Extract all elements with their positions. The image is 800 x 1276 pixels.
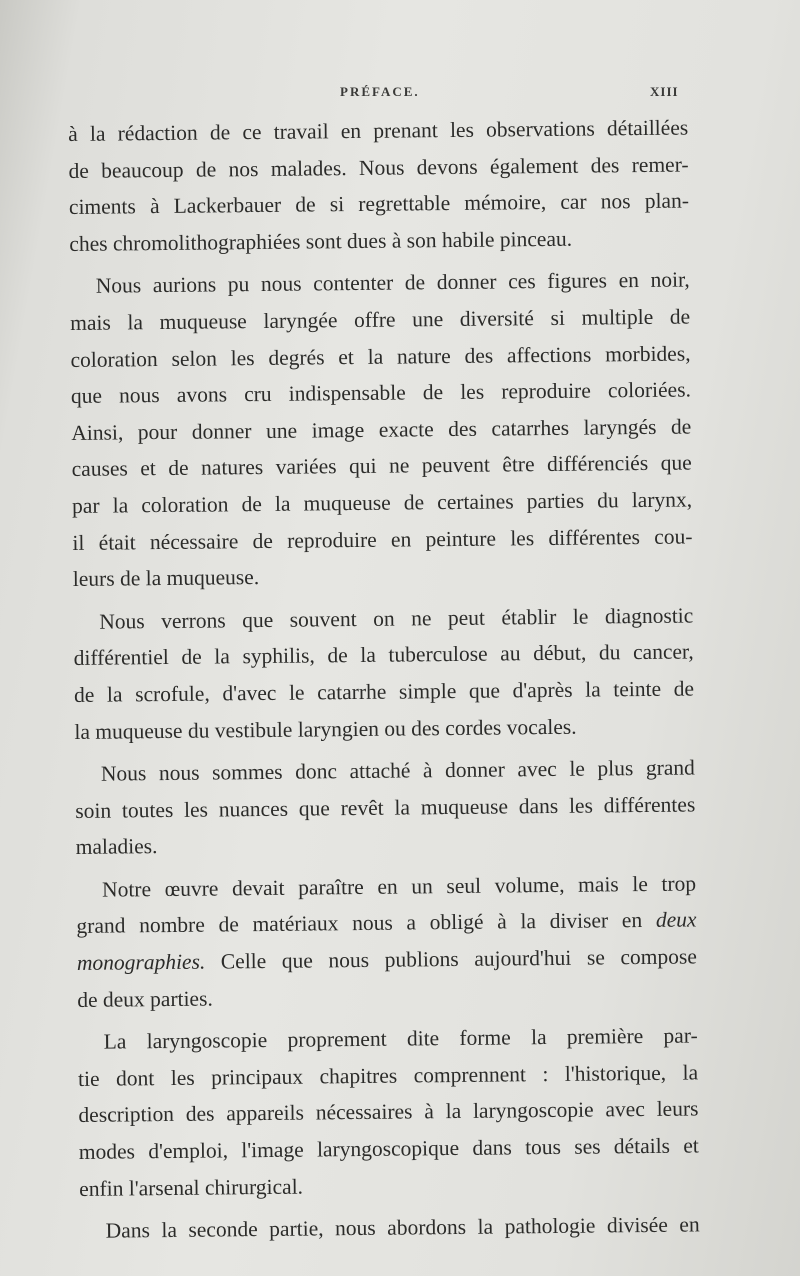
text-line: maladies. xyxy=(75,834,158,860)
text-line: de deux parties. xyxy=(77,986,213,1012)
text-line: de beaucoup de nos malades. Nous devons également des remer- xyxy=(68,152,689,183)
text-line: il était nécessaire de reproduire en peinture les différentes cou- xyxy=(72,524,693,555)
body-text xyxy=(68,110,700,1250)
italic-word: monographies. xyxy=(76,949,206,976)
text-line: leurs de la muqueuse. xyxy=(72,565,260,592)
text-line: modes d'emploi, l'image laryngoscopique dans tous ses détails et xyxy=(78,1133,699,1164)
text-line: Nous aurions pu nous contenter de donner ces figures en noir, xyxy=(95,267,690,299)
text-line: Nous verrons que souvent on ne peut établir le diagnostic xyxy=(99,603,694,634)
text-line xyxy=(77,939,697,982)
text-line: à la rédaction de ce travail en prenant les observations détaillées xyxy=(68,115,689,146)
text-line: Nous nous sommes donc attaché à donner avec le plus grand xyxy=(100,755,695,786)
text-line: coloration selon les degrés et la nature des affections morbides, xyxy=(70,341,691,372)
text-line: soin toutes les nuances que revêt la muqueuse dans les différentes xyxy=(75,792,696,823)
text-line: Dans la seconde partie, nous abordons la pathologie divisée en xyxy=(105,1212,700,1243)
text-line: tie dont les principaux chapitres comprennent : l'historique, la xyxy=(77,1060,699,1091)
text-line: La laryngoscopie proprement dite forme la première par- xyxy=(103,1023,698,1054)
text-line: ches chromolithographiées sont dues à son habile pinceau. xyxy=(69,226,573,256)
text-fragment: Celle que nous publions aujourd'hui se compose xyxy=(220,944,697,974)
text-fragment: grand nombre de matériaux nous a obligé à la diviser en xyxy=(76,908,643,939)
text-line: que nous avons cru indispensable de les reproduire coloriées. xyxy=(70,377,692,409)
page-number: XIII xyxy=(650,84,679,99)
text-line: de la scrofule, d'avec le catarrhe simple que d'après la teinte de xyxy=(73,676,695,707)
italic-word: deux xyxy=(655,907,697,933)
running-head xyxy=(68,84,680,106)
text-line: par la coloration de la muqueuse de certaines parties du larynx, xyxy=(71,487,693,518)
text-line: description des appareils nécessaires à la laryngoscopie avec leurs xyxy=(78,1096,699,1128)
text-line: mais la muqueuse laryngée offre une diversité si multiple de xyxy=(70,304,691,335)
text-line: différentiel de la syphilis, de la tuberculose au début, du cancer, xyxy=(73,639,694,671)
text-line: ciments à Lackerbauer de si regrettable mémoire, car nos plan- xyxy=(68,188,690,220)
text-line: enfin l'arsenal chirurgical. xyxy=(79,1174,304,1201)
running-title: PRÉFACE. xyxy=(340,84,420,99)
text-line: Notre œuvre devait paraître en un seul volume, mais le trop xyxy=(101,871,697,902)
text-line: Ainsi, pour donner une image exacte des catarrhes laryngés de xyxy=(71,414,692,445)
text-line: la muqueuse du vestibule laryngien ou des cordes vocales. xyxy=(74,714,577,744)
text-line: causes et de natures variées qui ne peuvent être différenciés que xyxy=(71,450,692,482)
